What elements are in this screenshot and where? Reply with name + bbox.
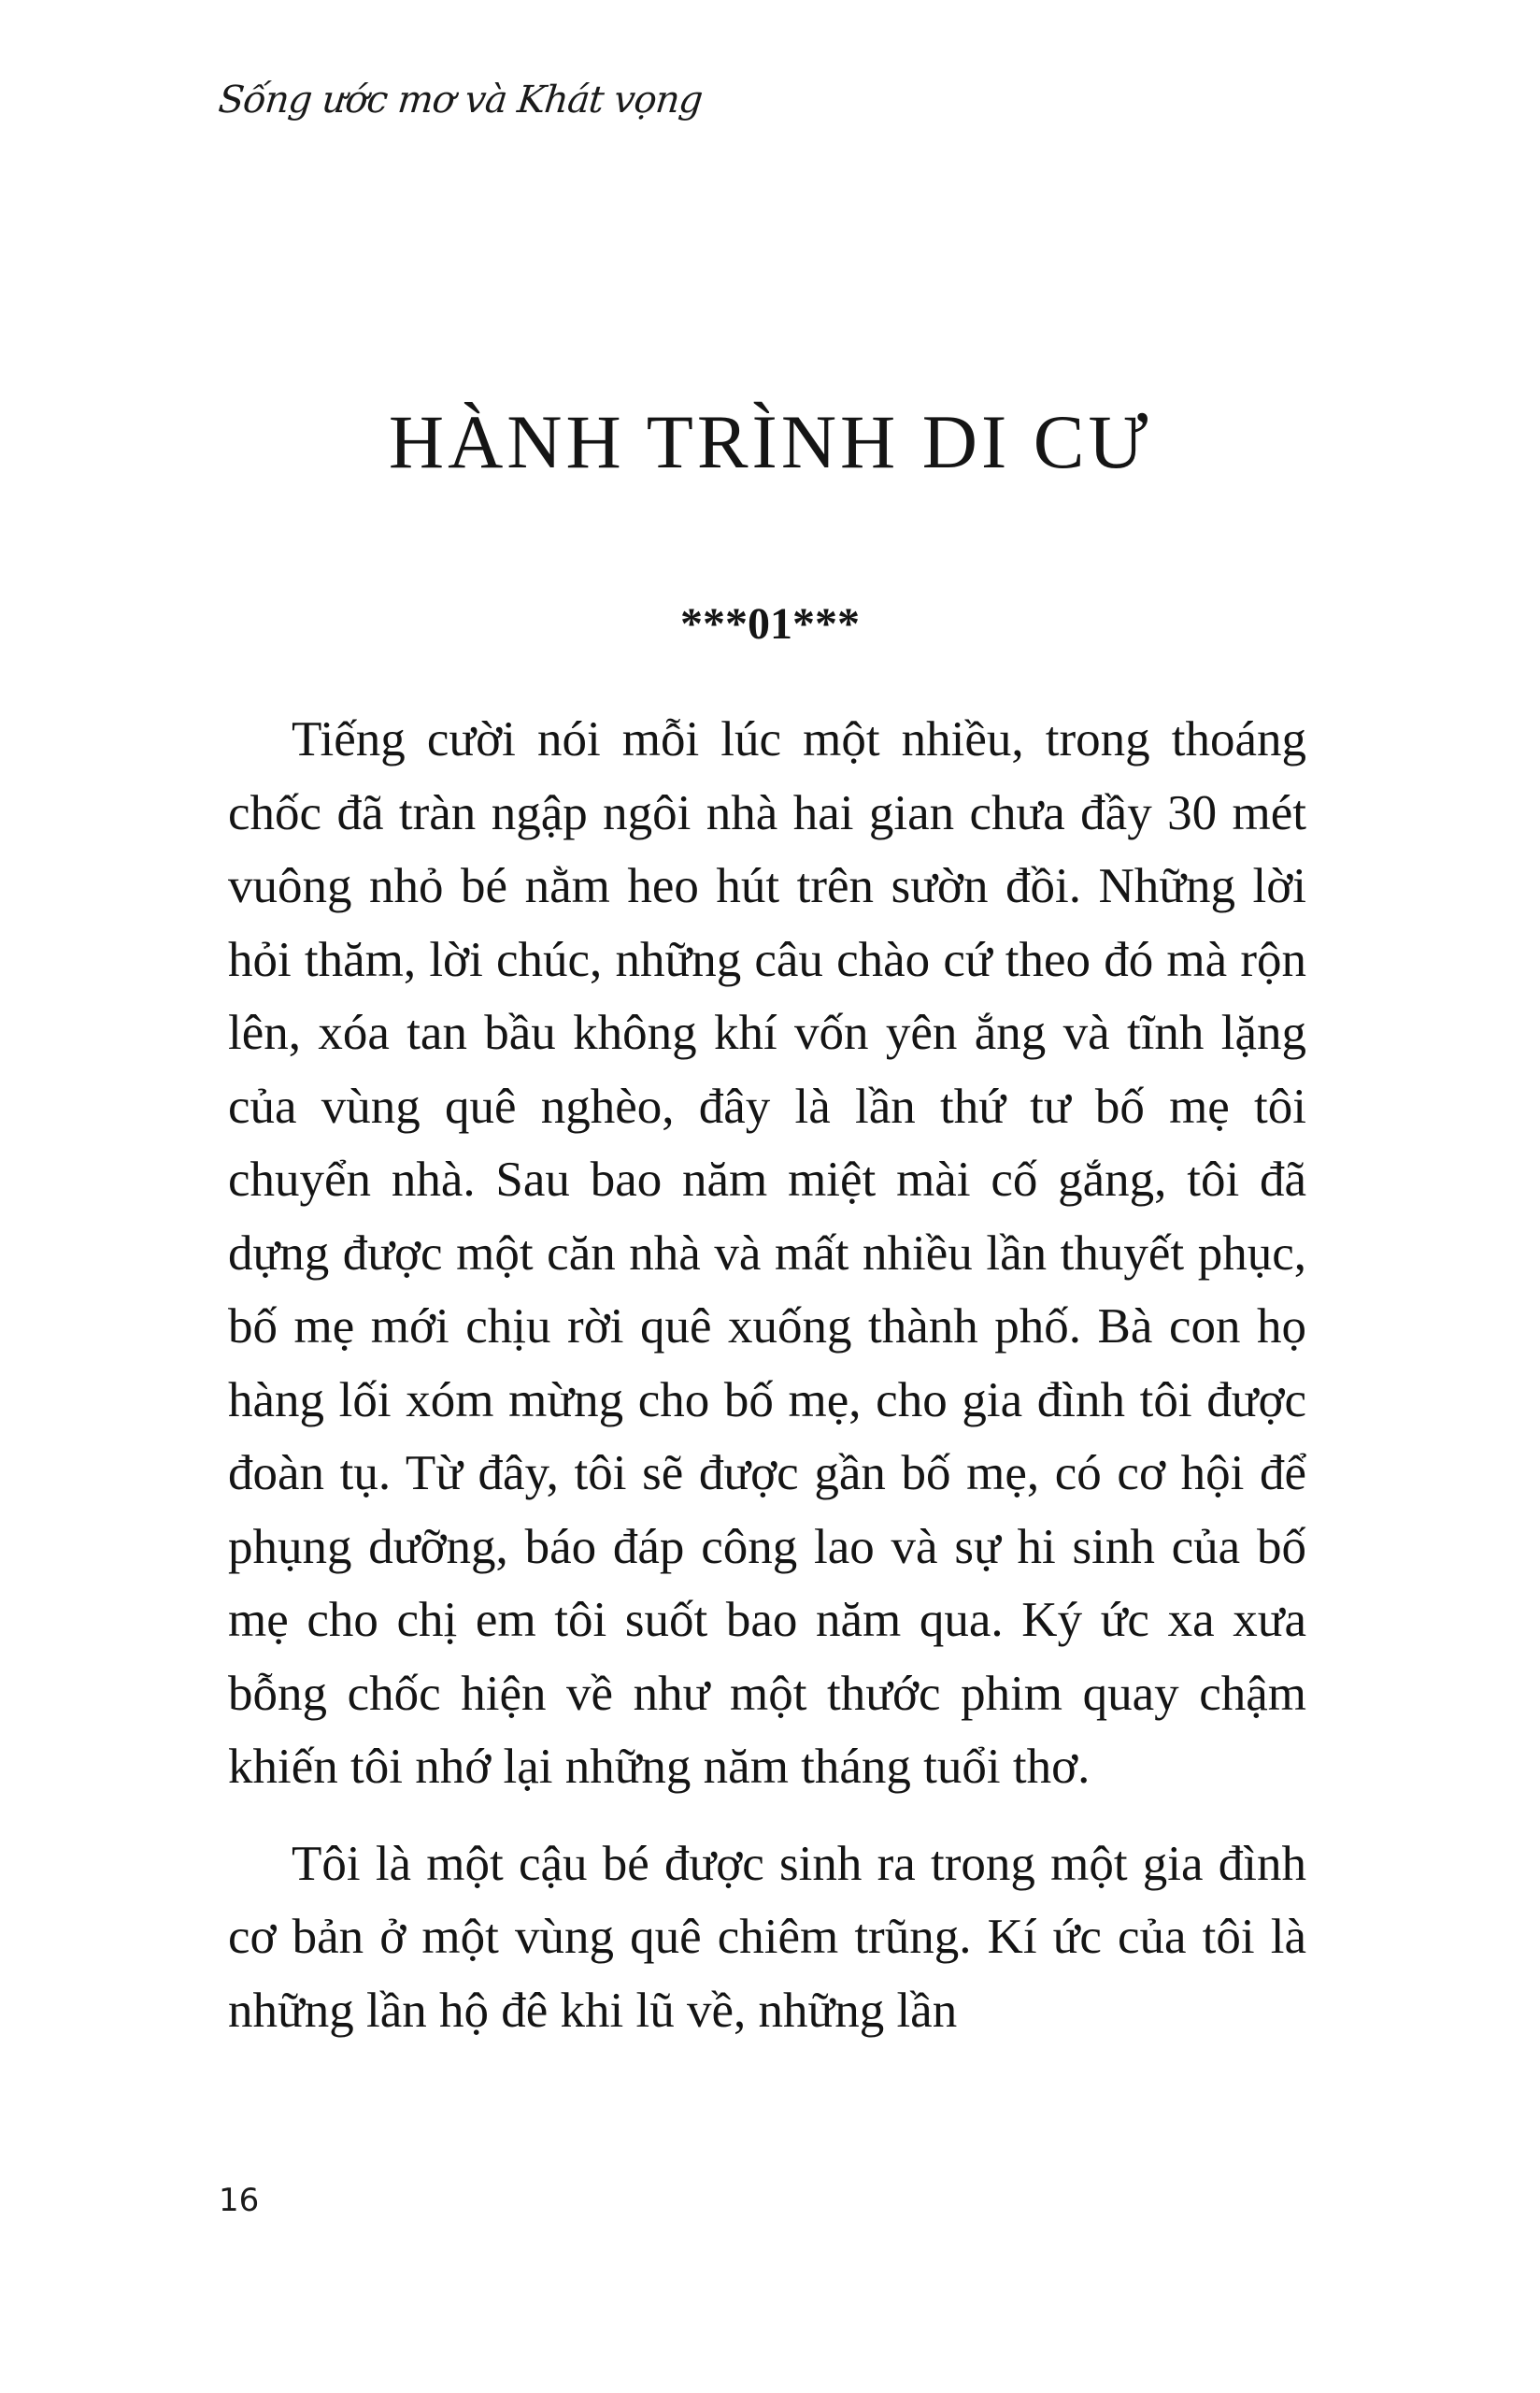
paragraph: Tiếng cười nói mỗi lúc một nhiều, trong thoáng chốc đã tràn ngập ngôi nhà hai gian chưa đầy 30 mét vuông nhỏ bé nằm heo hút trên sườn đồi. Những lời hỏi thăm, lời chúc, những câu chào cứ theo đó mà rộn lên, xóa tan bầu không khí vốn yên ắng và tĩnh lặng của vùng quê nghèo, đây là lần thứ tư bố mẹ tôi chuyển nhà. Sau bao năm miệt mài cố gắng, tôi đã dựng được một căn nhà và mất nhiều lần thuyết phục, bố mẹ mới chịu rời quê xuống thành phố. Bà con họ hàng lối xóm mừng cho bố mẹ, cho gia đình tôi được đoàn tụ. Từ đây, tôi sẽ được gần bố mẹ, có cơ hội để phụng dưỡng, báo đáp công lao và sự hi sinh của bố mẹ cho chị em tôi suốt bao năm qua. Ký ức xa xưa bỗng chốc hiện về như một thước phim quay chậm khiến tôi nhớ lại những năm tháng tuổi thơ. xyxy=(228,712,1306,1794)
page-number: 16 xyxy=(219,2182,260,2219)
paragraph: Tôi là một cậu bé được sinh ra trong một gia đình cơ bản ở một vùng quê chiêm trũng. Kí ức của tôi là những lần hộ đê khi lũ về, những lần xyxy=(228,1836,1306,2038)
section-marker: ***01*** xyxy=(680,599,860,649)
chapter-title: HÀNH TRÌNH DI CƯ xyxy=(388,399,1152,484)
running-header: Sống ước mơ và Khát vọng xyxy=(216,79,705,122)
body-text xyxy=(228,703,1306,2047)
